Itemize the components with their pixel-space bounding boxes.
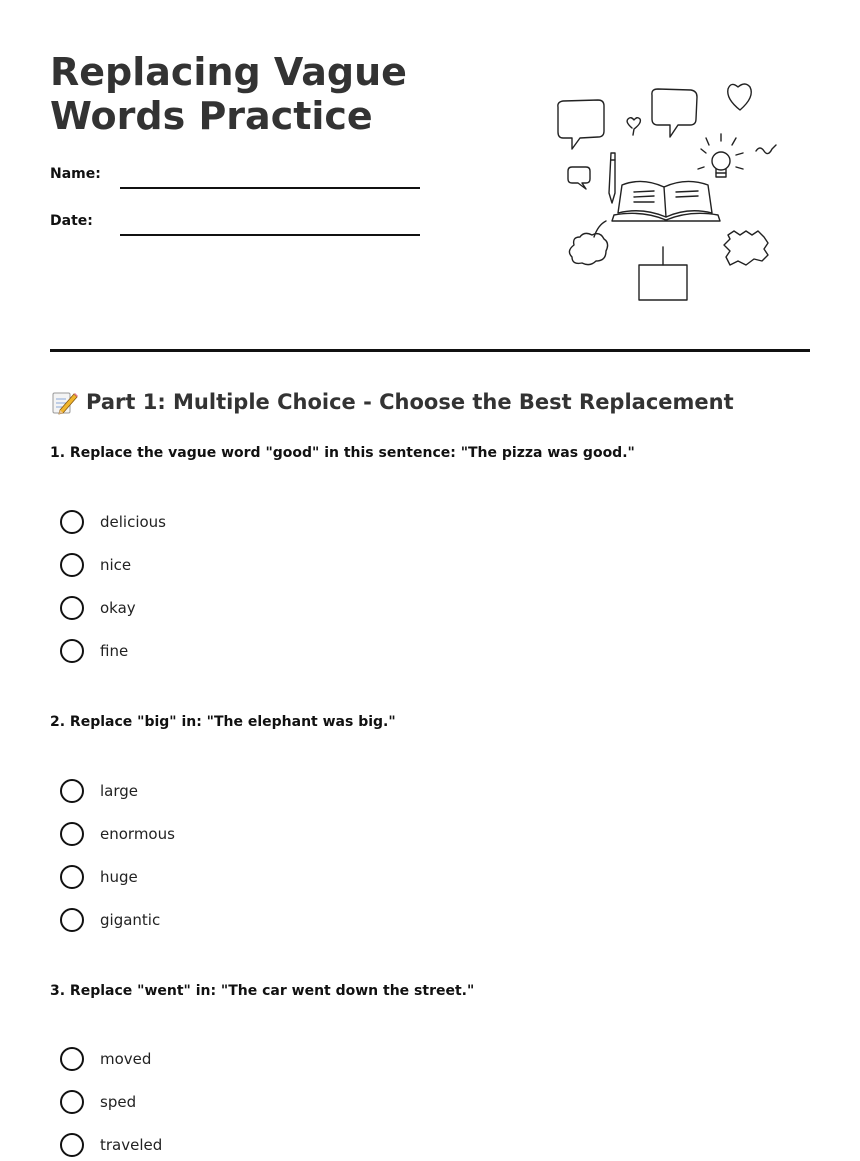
date-label: Date:: [50, 213, 93, 229]
radio-button[interactable]: [60, 1047, 84, 1071]
q1-option-1[interactable]: [60, 509, 166, 535]
q1-option-2[interactable]: [60, 552, 131, 578]
option-label: traveled: [100, 1136, 163, 1154]
option-label: large: [100, 782, 139, 800]
radio-button[interactable]: [60, 553, 84, 577]
option-label: enormous: [100, 825, 175, 843]
option-label: huge: [100, 868, 138, 886]
section-divider: [50, 349, 810, 352]
q3-option-1[interactable]: [60, 1046, 151, 1072]
part1-heading: [50, 388, 734, 416]
radio-button[interactable]: [60, 865, 84, 889]
name-field[interactable]: [120, 187, 420, 189]
radio-button[interactable]: [60, 908, 84, 932]
q1-option-3[interactable]: [60, 595, 136, 621]
radio-button[interactable]: [60, 639, 84, 663]
radio-button[interactable]: [60, 1133, 84, 1157]
question-3: 3. Replace "went" in: "The car went down the street.": [50, 983, 475, 999]
radio-button[interactable]: [60, 822, 84, 846]
option-label: moved: [100, 1050, 152, 1068]
option-label: nice: [100, 556, 132, 574]
q3-option-3[interactable]: [60, 1132, 162, 1158]
radio-button[interactable]: [60, 1090, 84, 1114]
part1-heading-text: Part 1: Multiple Choice - Choose the Best Replacement: [86, 390, 734, 414]
option-label: gigantic: [100, 911, 161, 929]
q2-option-3[interactable]: [60, 864, 138, 890]
q2-option-1[interactable]: [60, 778, 138, 804]
memo-pencil-icon: [50, 388, 78, 416]
name-label: Name:: [50, 166, 101, 182]
option-label: fine: [100, 642, 129, 660]
book-ideas-illustration: [550, 75, 780, 305]
date-field[interactable]: [120, 234, 420, 236]
q3-option-2[interactable]: [60, 1089, 136, 1115]
option-label: sped: [100, 1093, 137, 1111]
q2-option-2[interactable]: [60, 821, 175, 847]
question-2: 2. Replace "big" in: "The elephant was big.": [50, 714, 396, 730]
q2-option-4[interactable]: [60, 907, 160, 933]
radio-button[interactable]: [60, 510, 84, 534]
radio-button[interactable]: [60, 779, 84, 803]
worksheet-title: Replacing Vague Words Practice: [50, 50, 407, 138]
q1-option-4[interactable]: [60, 638, 128, 664]
question-1: 1. Replace the vague word "good" in this sentence: "The pizza was good.": [50, 445, 635, 461]
option-label: okay: [100, 599, 136, 617]
radio-button[interactable]: [60, 596, 84, 620]
option-label: delicious: [100, 513, 166, 531]
